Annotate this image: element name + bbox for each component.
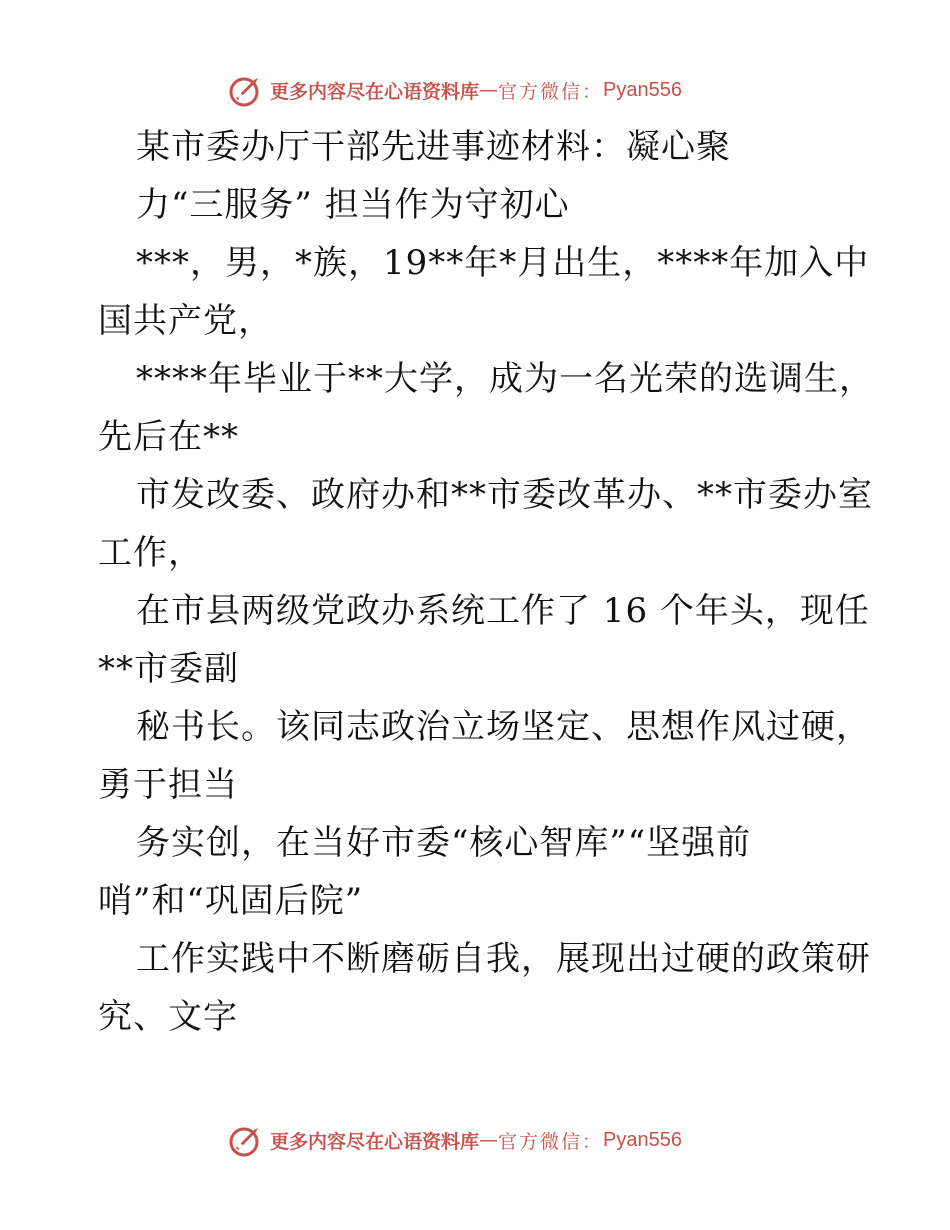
text-line: 工作， xyxy=(98,533,203,573)
header-watermark xyxy=(0,70,950,110)
text-line: 务实创，在当好市委“核心智库”“坚强前 xyxy=(136,823,752,863)
text-line: 究、文字 xyxy=(98,997,238,1037)
watermark-text: 更多内容尽在心语资料库 xyxy=(270,80,480,103)
footer-watermark xyxy=(0,1120,950,1160)
text-line: 秘书长。该同志政治立场坚定、思想作风过硬， xyxy=(136,707,871,747)
text-line: 在市县两级党政办系统工作了 16 个年头，现任 xyxy=(136,591,870,631)
text-line: 工作实践中不断磨砺自我，展现出过硬的政策研 xyxy=(136,939,871,979)
text-line: 某市委办厅干部先进事迹材料：凝心聚 xyxy=(136,127,731,167)
watermark-official: 官方微信： xyxy=(498,1130,604,1153)
watermark-id: Pyan556 xyxy=(603,78,682,101)
pen-logo-icon xyxy=(228,72,264,108)
text-line: 市发改委、政府办和**市委改革办、**市委办室 xyxy=(136,475,873,515)
document-body xyxy=(98,118,874,1046)
watermark-text: 更多内容尽在心语资料库 xyxy=(270,1130,480,1153)
text-line: 勇于担当 xyxy=(98,765,238,805)
text-line: 先后在** xyxy=(98,417,239,457)
watermark-dash: — xyxy=(479,79,499,101)
text-line: ****年毕业于**大学，成为一名光荣的选调生， xyxy=(136,359,874,399)
pen-logo-icon xyxy=(228,1122,264,1158)
text-line: 力“三服务” 担当作为守初心 xyxy=(136,185,570,225)
text-line: 哨”和“巩固后院” xyxy=(98,881,364,921)
text-line: ***，男，*族，19**年*月出生，****年加入中 xyxy=(136,243,870,283)
watermark-official: 官方微信： xyxy=(498,80,604,103)
text-line: **市委副 xyxy=(98,649,239,689)
text-line: 国共产党， xyxy=(98,301,273,341)
watermark-dash: — xyxy=(479,1129,499,1151)
watermark-id: Pyan556 xyxy=(603,1128,682,1151)
